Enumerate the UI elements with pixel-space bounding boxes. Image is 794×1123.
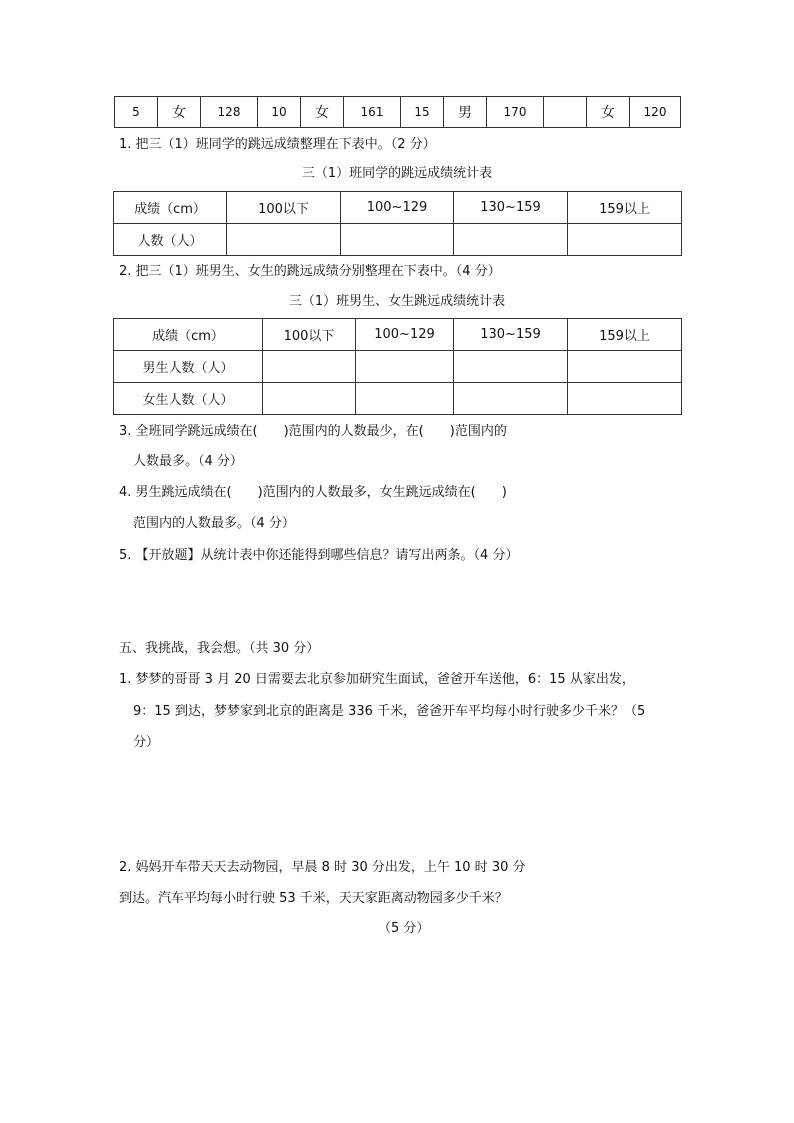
table-cell [544, 97, 587, 128]
answer-cell[interactable] [356, 383, 454, 415]
table-cell: 170 [487, 97, 544, 128]
header-cell: 130~159 [454, 319, 568, 351]
table-1-title: 三（1）班同学的跳远成绩统计表 [301, 166, 493, 181]
problem-2-line-1: 2. 妈妈开车带天天去动物园，早晨 8 时 30 分出发，上午 10 时 30 分 [119, 860, 526, 875]
answer-cell[interactable] [341, 224, 454, 256]
answer-cell[interactable] [568, 224, 682, 256]
table-row [115, 97, 681, 128]
table-cell: 女 [587, 97, 630, 128]
header-cell: 159以上 [568, 192, 682, 224]
answer-cell[interactable] [454, 351, 568, 383]
answer-cell[interactable] [568, 351, 682, 383]
table-header-row [114, 319, 682, 351]
answer-cell[interactable] [454, 224, 568, 256]
table-row [114, 351, 682, 383]
header-cell: 成绩（cm） [114, 319, 263, 351]
question-5: 5. 【开放题】从统计表中你还能得到哪些信息？请写出两条。（4 分） [119, 548, 519, 563]
header-cell: 100以下 [227, 192, 341, 224]
table-cell: 128 [201, 97, 258, 128]
header-cell: 100~129 [341, 192, 454, 224]
question-2: 2. 把三（1）班男生、女生的跳远成绩分别整理在下表中。（4 分） [119, 264, 501, 279]
header-cell: 成绩（cm） [114, 192, 227, 224]
answer-cell[interactable] [356, 351, 454, 383]
table-cell: 女 [158, 97, 201, 128]
answer-cell[interactable] [454, 383, 568, 415]
header-cell: 130~159 [454, 192, 568, 224]
problem-1-line-2: 9：15 到达，梦梦家到北京的距离是 336 千米，爸爸开车平均每小时行驶多少千米？（5 [133, 704, 646, 719]
table-cell: 120 [630, 97, 681, 128]
header-cell: 100以下 [263, 319, 356, 351]
question-4-line-2: 范围内的人数最多。（4 分） [133, 516, 295, 531]
table-cell: 10 [258, 97, 301, 128]
table-row [114, 383, 682, 415]
table-row [114, 224, 682, 256]
answer-cell[interactable] [263, 383, 356, 415]
header-cell: 159以上 [568, 319, 682, 351]
problem-2-line-3: （5 分） [378, 921, 430, 936]
problem-1-line-3: 分） [133, 735, 160, 750]
class-score-table [113, 191, 682, 256]
row-label: 女生人数（人） [114, 383, 263, 415]
row-label: 人数（人） [114, 224, 227, 256]
problem-1-line-1: 1. 梦梦的哥哥 3 月 20 日需要去北京参加研究生面试，爸爸开车送他，6：15 从家出发， [119, 672, 635, 687]
table-header-row [114, 192, 682, 224]
gender-score-table [113, 318, 682, 415]
table-cell: 男 [444, 97, 487, 128]
problem-2-line-2: 到达。汽车平均每小时行驶 53 千米，天天家距离动物园多少千米？ [119, 891, 508, 906]
table-cell: 女 [301, 97, 344, 128]
table-cell: 15 [401, 97, 444, 128]
answer-cell[interactable] [227, 224, 341, 256]
table-2-title: 三（1）班男生、女生跳远成绩统计表 [288, 294, 506, 309]
table-cell: 161 [344, 97, 401, 128]
question-3-line-2: 人数最多。（4 分） [133, 454, 243, 469]
row-label: 男生人数（人） [114, 351, 263, 383]
answer-cell[interactable] [263, 351, 356, 383]
question-3-line-1: 3. 全班同学跳远成绩在( )范围内的人数最少，在( )范围内的 [119, 424, 507, 439]
header-cell: 100~129 [356, 319, 454, 351]
score-data-table [114, 96, 681, 128]
section-5-heading: 五、我挑战，我会想。（共 30 分） [119, 641, 320, 656]
question-1: 1. 把三（1）班同学的跳远成绩整理在下表中。（2 分） [119, 137, 436, 152]
question-4-line-1: 4. 男生跳远成绩在( )范围内的人数最多，女生跳远成绩在( ) [119, 485, 507, 500]
answer-cell[interactable] [568, 383, 682, 415]
table-cell: 5 [115, 97, 158, 128]
